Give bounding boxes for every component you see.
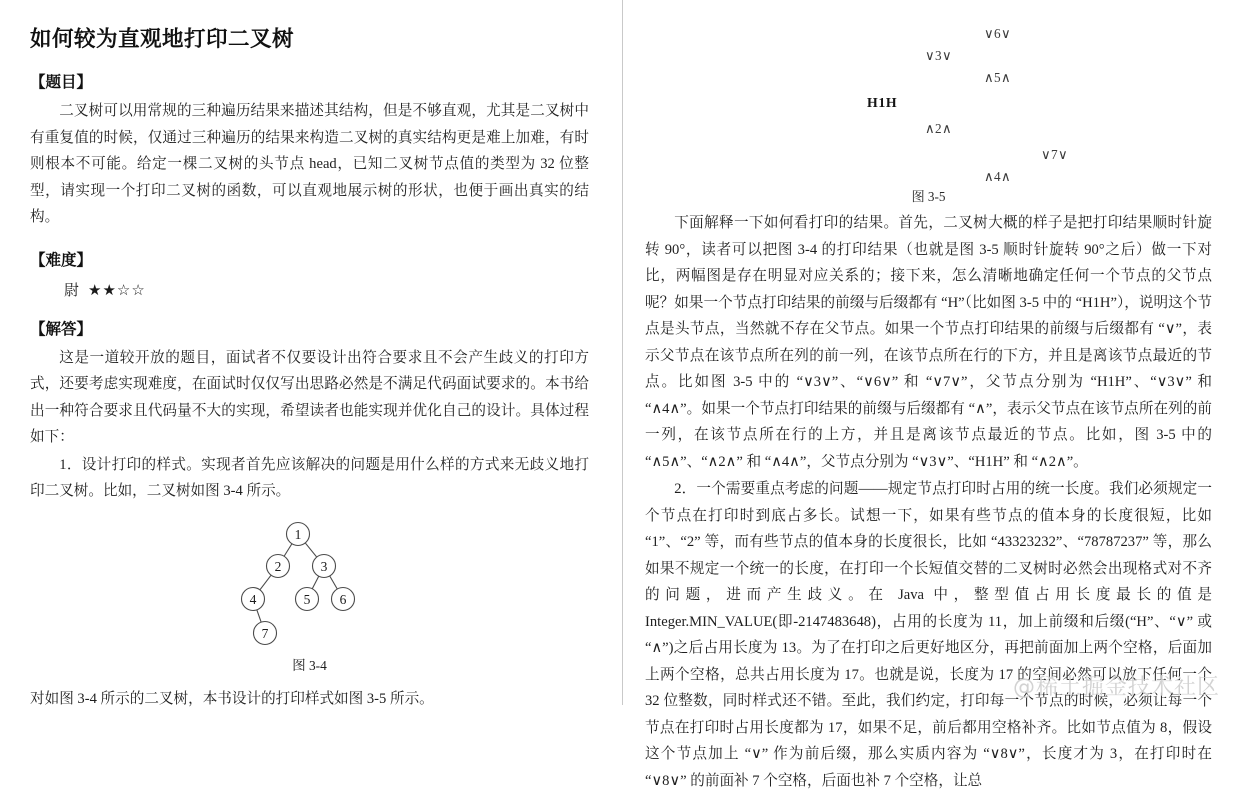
tree-edge <box>284 543 292 555</box>
solution-step-one-paragraph: 1．设计打印的样式。实现者首先应该解决的问题是用什么样的方式来无歧义地打印二叉树。比如，二叉树如图 3-4 所示。 <box>30 456 589 499</box>
closing-paragraph: 对如图 3-4 所示的二叉树，本书设计的打印样式如图 3-5 所示。 <box>30 690 434 707</box>
site-watermark: @稀土掘金技术社区 <box>1012 675 1220 700</box>
tree-edge <box>257 609 261 621</box>
binary-tree-svg <box>30 513 591 653</box>
tree-node-label: 7 <box>261 625 269 641</box>
section-heading-problem: 【题目】 <box>30 73 93 91</box>
tree-edge <box>260 575 271 590</box>
tree-node-label: 1 <box>294 526 302 542</box>
left-page-column <box>0 0 621 705</box>
ascii-head-node: H1H <box>867 95 898 110</box>
problem-paragraph: 二叉树可以用常规的三种遍历结果来描述其结构，但是不够直观，尤其是二叉树中有重复值的时候，仅通过三种遍历的结果来构造二叉树的真实结构更是难上加难，有时则根本不可能。给定一棵二叉树的头节点 head，已知二叉树节点值的类型为 32 位整型，请实现一个打印二叉树的函数，可以直观地展示树的形状，也便于画出真实的结构。 <box>30 103 589 225</box>
tree-node-label: 5 <box>303 591 311 607</box>
tree-node-label: 2 <box>274 558 282 574</box>
tree-node-label: 6 <box>339 591 347 607</box>
figure-3-5-caption: 图 3-5 <box>911 189 946 204</box>
difficulty-label: 尉 <box>64 282 82 299</box>
tree-node <box>287 522 310 545</box>
figure-binary-tree <box>30 513 589 653</box>
section-heading-difficulty: 【难度】 <box>30 250 93 269</box>
explain-paragraph: 下面解释一下如何看打印的结果。首先，二叉树大概的样子是把打印结果顺时针旋转 90°，读者可以把图 3-4 的打印结果（也就是图 3-5 顺时针旋转 90°之后）做一下对比，两幅图是存在明显对应关系的；接下来，怎么清晰地确定任何一个节点的父节点呢？如果一个节点打印结果的前缀与后缀都有 “H”（比如图 3-5 中的 “H1H”），说明这个节点是头节点，当然就不存在父节点。如果一个节点打印结果的前缀与后缀都有 “∨”，表示父节点在该节点所在列的前一列，在该节点所在行的下方，并且是离该节点最近的节点。比如图 3-5 中的 “∨3∨”、“∨6∨” 和 “∨7∨”，父节点分别为 “H1H”、“∨3∨” 和 “∧4∧”。如果一个节点打印结果的前缀与后缀都有 “∧”，表示父节点在该节点所在列的前一列，在该节点所在行的上方，并且是离该节点最近的节点。比如，图 3-5 中的 “∧5∧”、“∧2∧” 和 “∧4∧”，父节点分别为 “∨3∨”、“H1H” 和 “∧2∧”。 <box>645 215 1212 470</box>
ascii-node: ∨3∨ <box>925 48 953 63</box>
ascii-node: ∨7∨ <box>1041 147 1069 162</box>
difficulty-stars: ★★☆☆ <box>88 282 146 299</box>
figure-ascii-tree <box>645 8 1212 204</box>
tree-node <box>267 554 290 577</box>
tree-node <box>242 587 265 610</box>
right-page-column <box>621 0 1242 789</box>
ascii-node: ∧2∧ <box>925 121 953 136</box>
tree-edge <box>312 576 318 589</box>
tree-node <box>313 554 336 577</box>
tree-edge <box>305 542 316 556</box>
difficulty-rating <box>64 279 589 300</box>
tree-node-label: 3 <box>320 558 328 574</box>
ascii-node: ∨6∨ <box>984 26 1012 41</box>
tree-node <box>332 587 355 610</box>
step-two-paragraph: 2．一个需要重点考虑的问题——规定节点打印时占用的统一长度。我们必须规定一个节点在打印时到底占多长。试想一下，如果有些节点的值本身的长度很短，比如 “1”、“2” 等，而有些节点的值本身的长度很长，比如 “43323232”、“78787237” 等，那么如果不规定一个统一的长度，在打印一个长短值交替的二叉树时必然会出现格式对不齐的问题，进而产生歧义。在 Java 中，整型值占用长度最长的值是 Integer.MIN_VALUE(即-2147483648)，占用的长度为 11，加上前缀和后缀(“H”、“∨” 或 “∧”)之后占用长度为 13。为了在打印之后更好地区分，再把前面加上两个空格，后面加上两个空格，总共占用长度为 17。也就是说，长度为 17 的空间必然可以放下任何一个 32 位整数，同时样式还不错。至此，我们约定，打印每一个节点的时候，必须让每一个节点在打印时占用长度都为 17，如果不足，前后都用空格补齐。比如节点值为 8，假设这个节点加上 “∨” 作为前后缀，那么实质内容为 “∨8∨”，长度才为 3，在打印时在 “∨8∨” 的前面补 7 个空格，后面也补 7 个空格，让总 <box>645 481 1212 789</box>
tree-node-label: 4 <box>249 591 257 607</box>
tree-node <box>254 621 277 644</box>
section-heading-solution: 【解答】 <box>30 319 93 338</box>
ascii-node: ∧5∧ <box>984 70 1012 85</box>
tree-node <box>296 587 319 610</box>
ascii-node: ∧4∧ <box>984 169 1012 184</box>
tree-edge <box>330 575 338 588</box>
page-title: 如何较为直观地打印二叉树 <box>30 27 295 52</box>
solution-paragraph: 这是一道较开放的题目，面试者不仅要设计出符合要求且不会产生歧义的打印方式，还要考虑实现难度，在面试时仅仅写出思路必然是不满足代码面试要求的。本书给出一种符合要求且代码量不大的实现，希望读者也能实现并优化自己的设计。具体过程如下： <box>30 349 589 445</box>
figure-3-4-caption: 图 3-4 <box>292 657 327 673</box>
